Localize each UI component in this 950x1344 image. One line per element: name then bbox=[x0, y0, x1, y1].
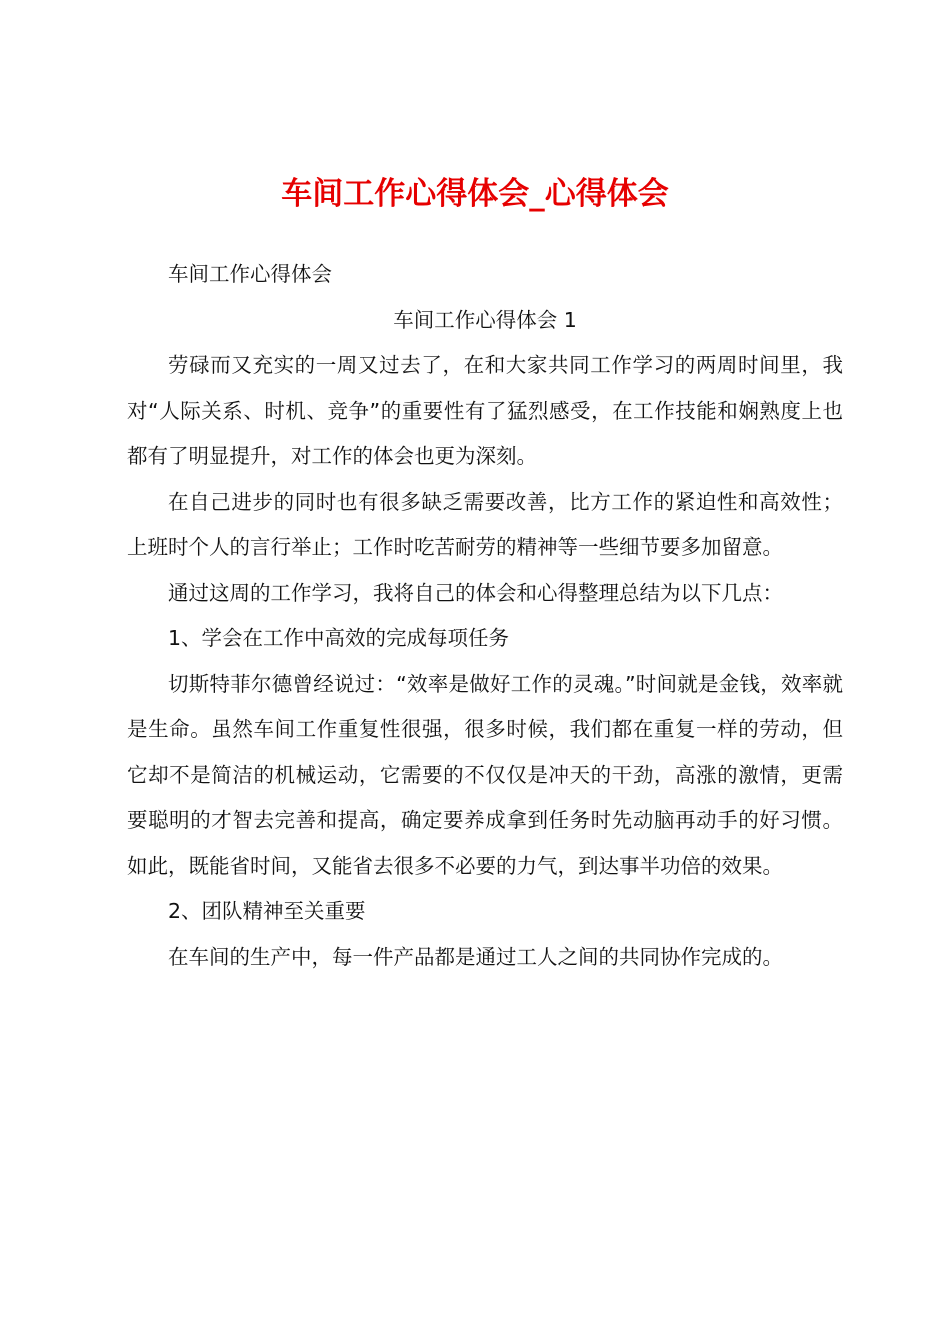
numbered-point-heading: 2、团队精神至关重要 bbox=[168, 899, 366, 923]
numbered-point-heading: 1、学会在工作中高效的完成每项任务 bbox=[168, 626, 510, 650]
document-title: 车间工作心得体会_心得体会 bbox=[281, 176, 669, 212]
paragraph: 通过这周的工作学习，我将自己的体会和心得整理总结为以下几点： bbox=[168, 580, 783, 605]
paragraph: 在车间的生产中，每一件产品都是通过工人之间的共同协作完成的。 bbox=[168, 944, 783, 969]
section-heading: 车间工作心得体会 bbox=[168, 262, 332, 286]
paragraph: 劳碌而又充实的一周又过去了，在和大家共同工作学习的两周时间里，我对“人际关系、时机、竞争”的重要性有了猛烈感受，在工作技能和娴熟度上也都有了明显提升，对工作的体会也更为深刻。 bbox=[127, 353, 843, 468]
paragraph: 在自己进步的同时也有很多缺乏需要改善，比方工作的紧迫性和高效性；上班时个人的言行举止；工作时吃苦耐劳的精神等一些细节要多加留意。 bbox=[127, 489, 843, 559]
paragraph: 切斯特菲尔德曾经说过：“效率是做好工作的灵魂。”时间就是金钱，效率就是生命。虽然车间工作重复性很强，很多时候，我们都在重复一样的劳动，但它却不是简洁的机械运动，它需要的不仅仅是冲天的干劲，高涨的激情，更需要聪明的才智去完善和提高，确定要养成拿到任务时先动脑再动手的好习惯。如此，既能省时间，又能省去很多不必要的力气，到达事半功倍的效果。 bbox=[127, 671, 843, 878]
document-body bbox=[127, 252, 843, 980]
sub-title: 车间工作心得体会 1 bbox=[393, 307, 577, 332]
